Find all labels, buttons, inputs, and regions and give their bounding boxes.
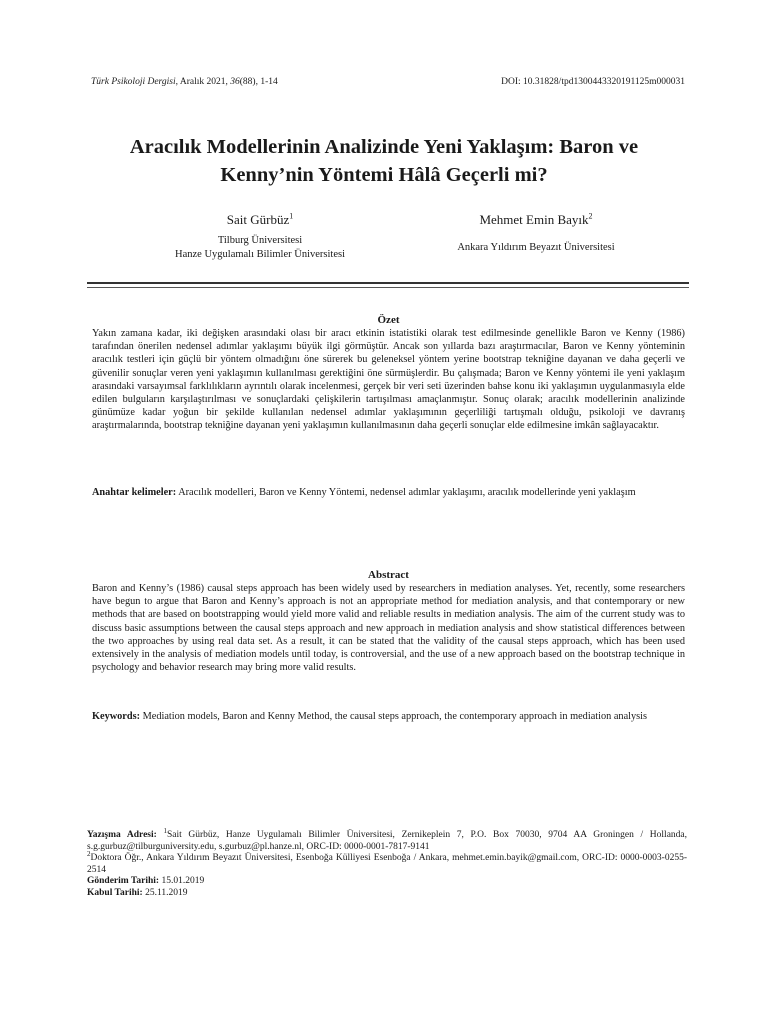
sent-date — [87, 876, 687, 888]
abstract-keywords-label: Keywords: — [92, 711, 141, 722]
second-author-note: $^2$Doktora Öğr., Ankara Yıldırım Beyazıt Üniversitesi, Esenboğa Külliyesi Esenboğa / Ankara, mehmet.emin.bayik@gmail.com, ORC-ID: 0000-0003-0255-2514 — [87, 850, 687, 875]
correspondence-label: Yazışma Adresi: — [87, 830, 157, 840]
abstract-text: Baron and Kenny’s (1986) causal steps approach has been widely used by researchers in mediation analyses. Yet, recently, some researchers have begun to argue that Baron and Kenny’s approach is not an appropriate method for mediation analysis, and that contemporary or new methods that are based on bootstrapping would yield more valid and reliable results in mediation analysis. The aim of the current study was to discuss basic assumptions between the causal steps approach and new approach in mediation analysis and show statistical differences between the two approaches by using real data set. As a result, it can be stated that the validity of the causal steps approach, which has been used extensively in the analysis of mediation models until today, is controversial, and the use of a new approach based on the bootstrap technique in psychology and behavior research may bring more valid results. — [92, 583, 685, 674]
issue-pages: (88), 1-14 — [239, 77, 278, 87]
title-line-1: Aracılık Modellerinin Analizinde Yeni Yaklaşım: Baron ve — [129, 136, 639, 158]
ozet-text: Yakın zamana kadar, iki değişken arasındaki olası bir aracı etkinin istatistiki olarak test edilmesinde genellikle Baron ve Kenny (1986) tarafından önerilen nedensel adımlar yaklaşımı büyük ilgi görmüştür. Ancak son yıllarda bazı araştırmacılar, Baron ve Kenny yönteminin aracılık testleri için güçlü bir yöntem olmadığını öne sürerek bu geleneksel yöntem yerine bootstrap tekniğine dayanan ve daha geçerli ve güvenilir sonuçlar veren yeni yaklaşımın kullanılması gerektiğini öne sürmüşlerdir. Bu çalışmada; Baron ve Kenny yöntemi ile yeni yaklaşım arasındaki varsayımsal farklılıkların ayrıntılı olarak incelenmesi, gerçek bir veri seti üzerinden bahse konu iki yaklaşımın uygulanmasıyla elde edilen bulguların karşılaştırılması ve sonuçlardaki çelişkilerin tartışılması amaçlanmıştır. Sonuç olarak; aracılık modellerinin analizinde günümüze kadar yoğun bir şekilde kullanılan nedensel adımlar yaklaşımının geçerliliği tartışmalı olduğu, psikoloji ve davranış araştırmalarında, bootstrap tekniğine dayanan yeni yaklaşımın kullanılmasının daha geçerli sonuçlar elde edilmesine imkân sağlayacaktır. — [92, 328, 685, 432]
journal-name: Türk Psikoloji Dergisi — [91, 77, 176, 87]
ozet-keywords — [92, 486, 685, 499]
accepted-date-label: Kabul Tarihi: — [87, 887, 143, 898]
accepted-date-value: 25.11.2019 — [145, 887, 188, 898]
journal-citation — [91, 76, 278, 88]
footnotes — [87, 826, 688, 900]
ozet-keywords-label: Anahtar kelimeler: — [92, 487, 177, 498]
author-name: Mehmet Emin Bayık$^2$ — [479, 211, 593, 227]
abstract-keywords-text: Mediation models, Baron and Kenny Method, the causal steps approach, the contemporary approach in mediation analysis — [142, 711, 648, 722]
second-author-text: Doktora Öğr., Ankara Yıldırım Beyazıt Üniversitesi, Esenboğa Külliyesi Esenboğa / Ankara, mehmet.emin.bayik@gmail.com, ORC-ID: 0000-0003-0255-2514 — [87, 853, 687, 875]
divider-thin — [87, 287, 689, 288]
abstract-heading: Abstract — [368, 569, 409, 581]
authors-block — [91, 211, 685, 271]
volume: 36 — [230, 77, 240, 87]
author-name: Sait Gürbüz$^1$ — [226, 211, 294, 227]
abstract-keywords — [92, 710, 685, 723]
author-1 — [131, 211, 389, 262]
affiliation: Hanze Uygulamalı Bilimler Üniversitesi — [175, 249, 345, 260]
accepted-date — [87, 888, 687, 900]
affiliation: Tilburg Üniversitesi — [217, 235, 303, 246]
sent-date-value: 15.01.2019 — [161, 876, 205, 887]
running-header — [91, 76, 685, 88]
title-line-2: Kenny’nin Yöntemi Hâlâ Geçerli mi? — [220, 164, 548, 186]
ozet-heading: Özet — [377, 314, 400, 326]
doi[interactable]: DOI: 10.31828/tpd1300443320191125m000031 — [501, 77, 685, 87]
correspondence-note: Yazışma Adresi: $^1$Sait Gürbüz, Hanze Uygulamalı Bilimler Üniversitesi, Zernikeplein 7, P.O. Box 70030, 9704 AA Groningen / Hollanda, s.g.gurbuz@tilburguniversity.edu, s.gurbuz@pl.hanze.nl, ORC-ID: 0000-0001-7817-9141 — [87, 826, 688, 852]
correspondence-text: Sait Gürbüz, Hanze Uygulamalı Bilimler Üniversitesi, Zernikeplein 7, P.O. Box 70030, 9704 AA Groningen / Hollanda, s.g.gurbuz@tilburguniversity.edu, s.gurbuz@pl.hanze.nl, ORC-ID: 0000-0001-7817-9141 — [87, 830, 688, 852]
author-footnote-mark: 1 — [289, 211, 294, 221]
paper-title — [80, 133, 688, 189]
sent-date-label: Gönderim Tarihi: — [87, 876, 160, 887]
divider-thick — [87, 282, 689, 284]
author-2 — [391, 211, 681, 255]
ozet-section — [92, 313, 685, 433]
abstract-section — [92, 568, 685, 674]
issue-date: , Aralık 2021, — [175, 77, 231, 87]
author-footnote-mark: 2 — [588, 211, 593, 221]
affiliation: Ankara Yıldırım Beyazıt Üniversitesi — [457, 242, 615, 253]
ozet-keywords-text: Aracılık modelleri, Baron ve Kenny Yöntemi, nedensel adımlar yaklaşımı, aracılık modellerinde yeni yaklaşım — [178, 487, 636, 498]
